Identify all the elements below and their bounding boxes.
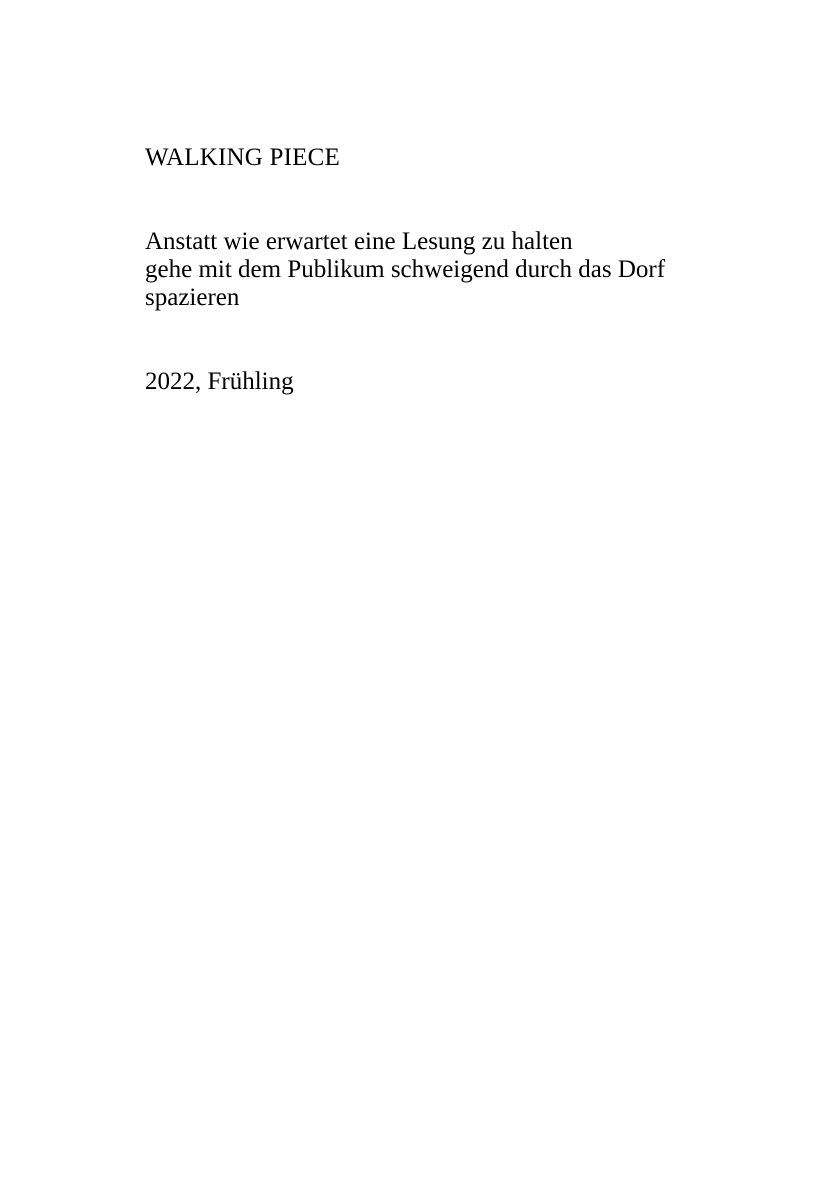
page-title: WALKING PIECE: [145, 144, 340, 171]
instruction-text: [145, 228, 740, 312]
text-line-1: Anstatt wie erwartet eine Lesung zu halten: [145, 228, 573, 255]
text-line-2: gehe mit dem Publikum schweigend durch das Dorf: [145, 256, 666, 283]
text-line-3: spazieren: [145, 284, 240, 311]
date-line: 2022, Frühling: [145, 368, 294, 395]
